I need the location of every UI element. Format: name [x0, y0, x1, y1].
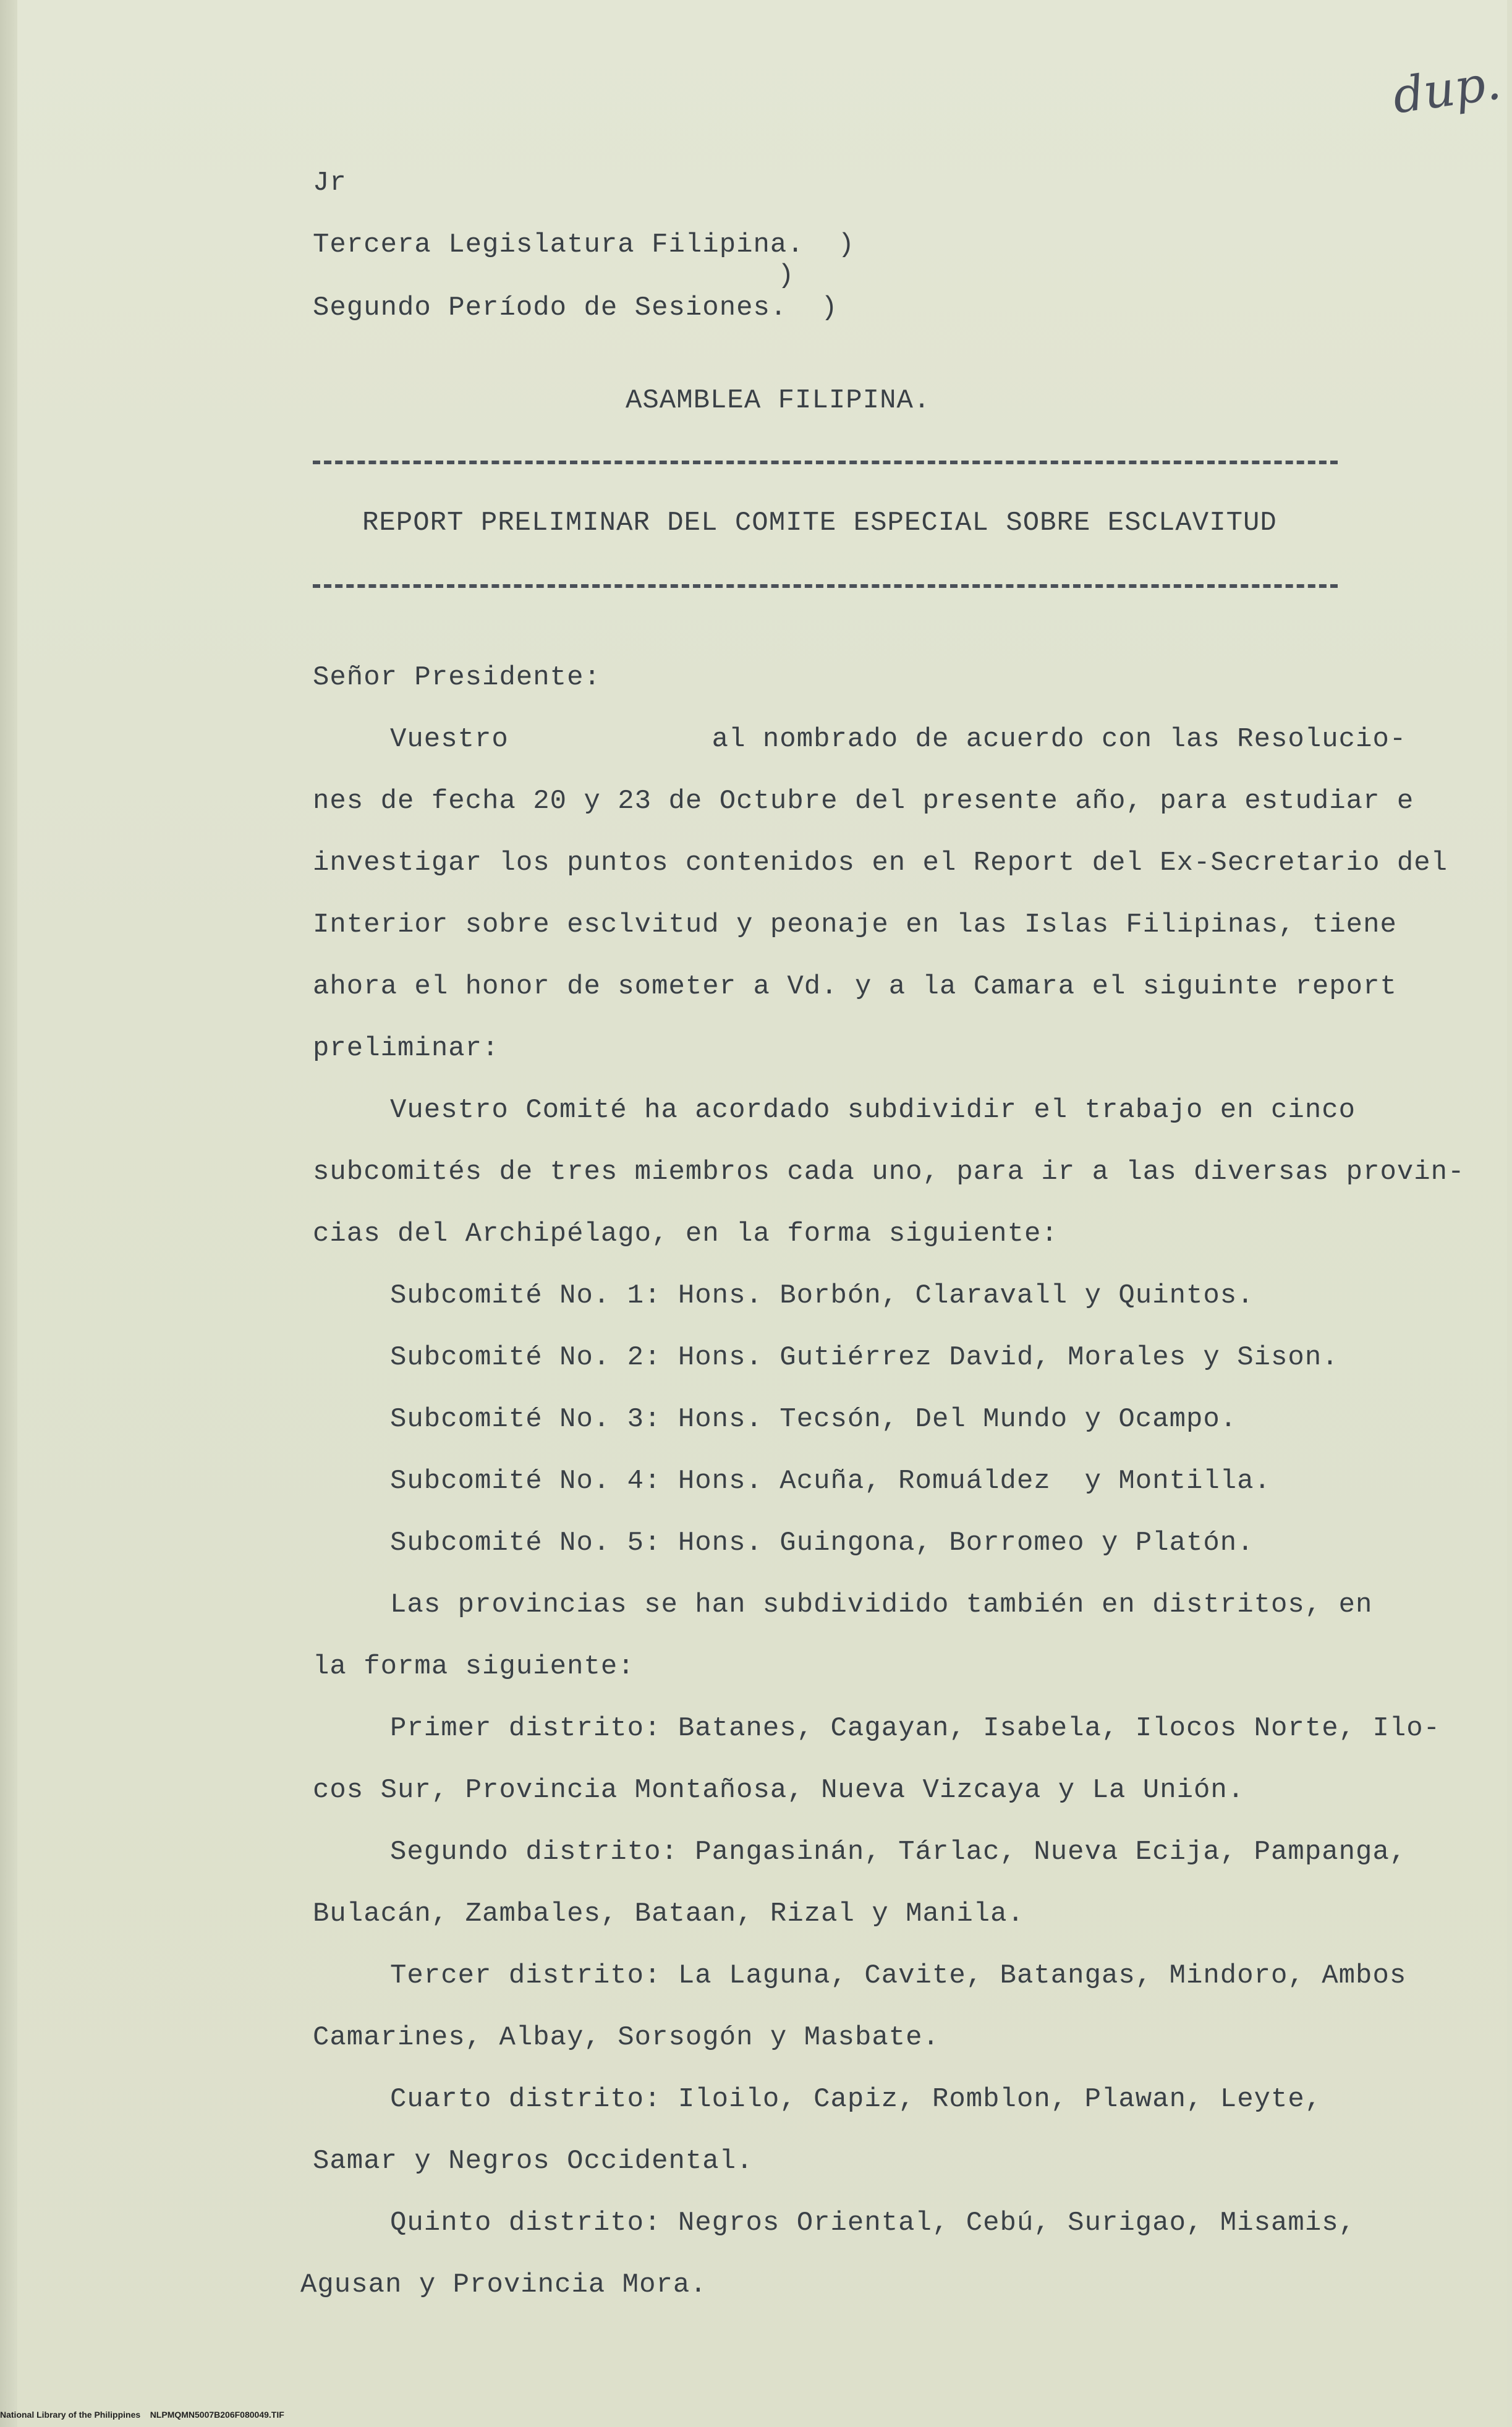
- district-line: Camarines, Albay, Sorsogón y Masbate.: [313, 2022, 940, 2053]
- body-line: nes de fecha 20 y 23 de Octubre del presente año, para estudiar e: [313, 786, 1414, 817]
- district-line: Primer distrito: Batanes, Cagayan, Isabela, Ilocos Norte, Ilo-: [390, 1713, 1441, 1744]
- document-page: [17, 0, 1507, 2427]
- page-edge-shadow: [0, 0, 17, 2427]
- body-line: Vuestro al nombrado de acuerdo con las Resolucio-: [390, 724, 1407, 755]
- bottom-rule: [313, 584, 1338, 588]
- body-line: la forma siguiente:: [313, 1651, 635, 1682]
- report-title: REPORT PRELIMINAR DEL COMITE ESPECIAL SOBRE ESCLAVITUD: [362, 508, 1277, 538]
- district-line: Quinto distrito: Negros Oriental, Cebú, Surigao, Misamis,: [390, 2208, 1356, 2238]
- district-line: Cuarto distrito: Iloilo, Capiz, Romblon, Plawan, Leyte,: [390, 2084, 1322, 2115]
- salutation: Señor Presidente:: [313, 662, 601, 693]
- district-line: Samar y Negros Occidental.: [313, 2146, 754, 2177]
- body-line: Interior sobre esclvitud y peonaje en las Islas Filipinas, tiene: [313, 909, 1397, 940]
- district-line: Segundo distrito: Pangasinán, Tárlac, Nueva Ecija, Pampanga,: [390, 1837, 1407, 1868]
- header-bracket: ): [778, 260, 795, 291]
- body-line: cias del Archipélago, en la forma siguiente:: [313, 1218, 1058, 1249]
- body-line: preliminar:: [313, 1033, 499, 1064]
- subcommittee-line: Subcomité No. 4: Hons. Acuña, Romuáldez y Montilla.: [390, 1466, 1272, 1497]
- subcommittee-line: Subcomité No. 2: Hons. Gutiérrez David, Morales y Sison.: [390, 1342, 1339, 1373]
- body-line: subcomités de tres miembros cada uno, para ir a las diversas provin-: [313, 1157, 1465, 1188]
- body-line: Las provincias se han subdividido también en distritos, en: [390, 1589, 1373, 1620]
- district-line: Tercer distrito: La Laguna, Cavite, Batangas, Mindoro, Ambos: [390, 1960, 1407, 1991]
- top-rule: [313, 461, 1338, 464]
- header-initials: Jr: [313, 168, 347, 198]
- district-line: Agusan y Provincia Mora.: [300, 2269, 707, 2300]
- archive-footer: National Library of the Philippines NLPMQMN5007B206F080049.TIF: [0, 2410, 284, 2420]
- subcommittee-line: Subcomité No. 5: Hons. Guingona, Borromeo y Platón.: [390, 1528, 1254, 1558]
- body-line: Vuestro Comité ha acordado subdividir el trabajo en cinco: [390, 1095, 1356, 1126]
- header-legislature: Tercera Legislatura Filipina. ): [313, 229, 855, 260]
- handwritten-annotation: dup.: [1389, 54, 1505, 125]
- district-line: cos Sur, Provincia Montañosa, Nueva Vizcaya y La Unión.: [313, 1775, 1245, 1806]
- body-line: ahora el honor de someter a Vd. y a la Camara el siguinte report: [313, 971, 1397, 1002]
- header-session: Segundo Período de Sesiones. ): [313, 292, 838, 323]
- assembly-heading: ASAMBLEA FILIPINA.: [626, 385, 931, 416]
- subcommittee-line: Subcomité No. 1: Hons. Borbón, Claravall y Quintos.: [390, 1280, 1254, 1311]
- district-line: Bulacán, Zambales, Bataan, Rizal y Manila.: [313, 1898, 1024, 1929]
- body-line: investigar los puntos contenidos en el Report del Ex-Secretario del: [313, 848, 1448, 878]
- subcommittee-line: Subcomité No. 3: Hons. Tecsón, Del Mundo y Ocampo.: [390, 1404, 1238, 1435]
